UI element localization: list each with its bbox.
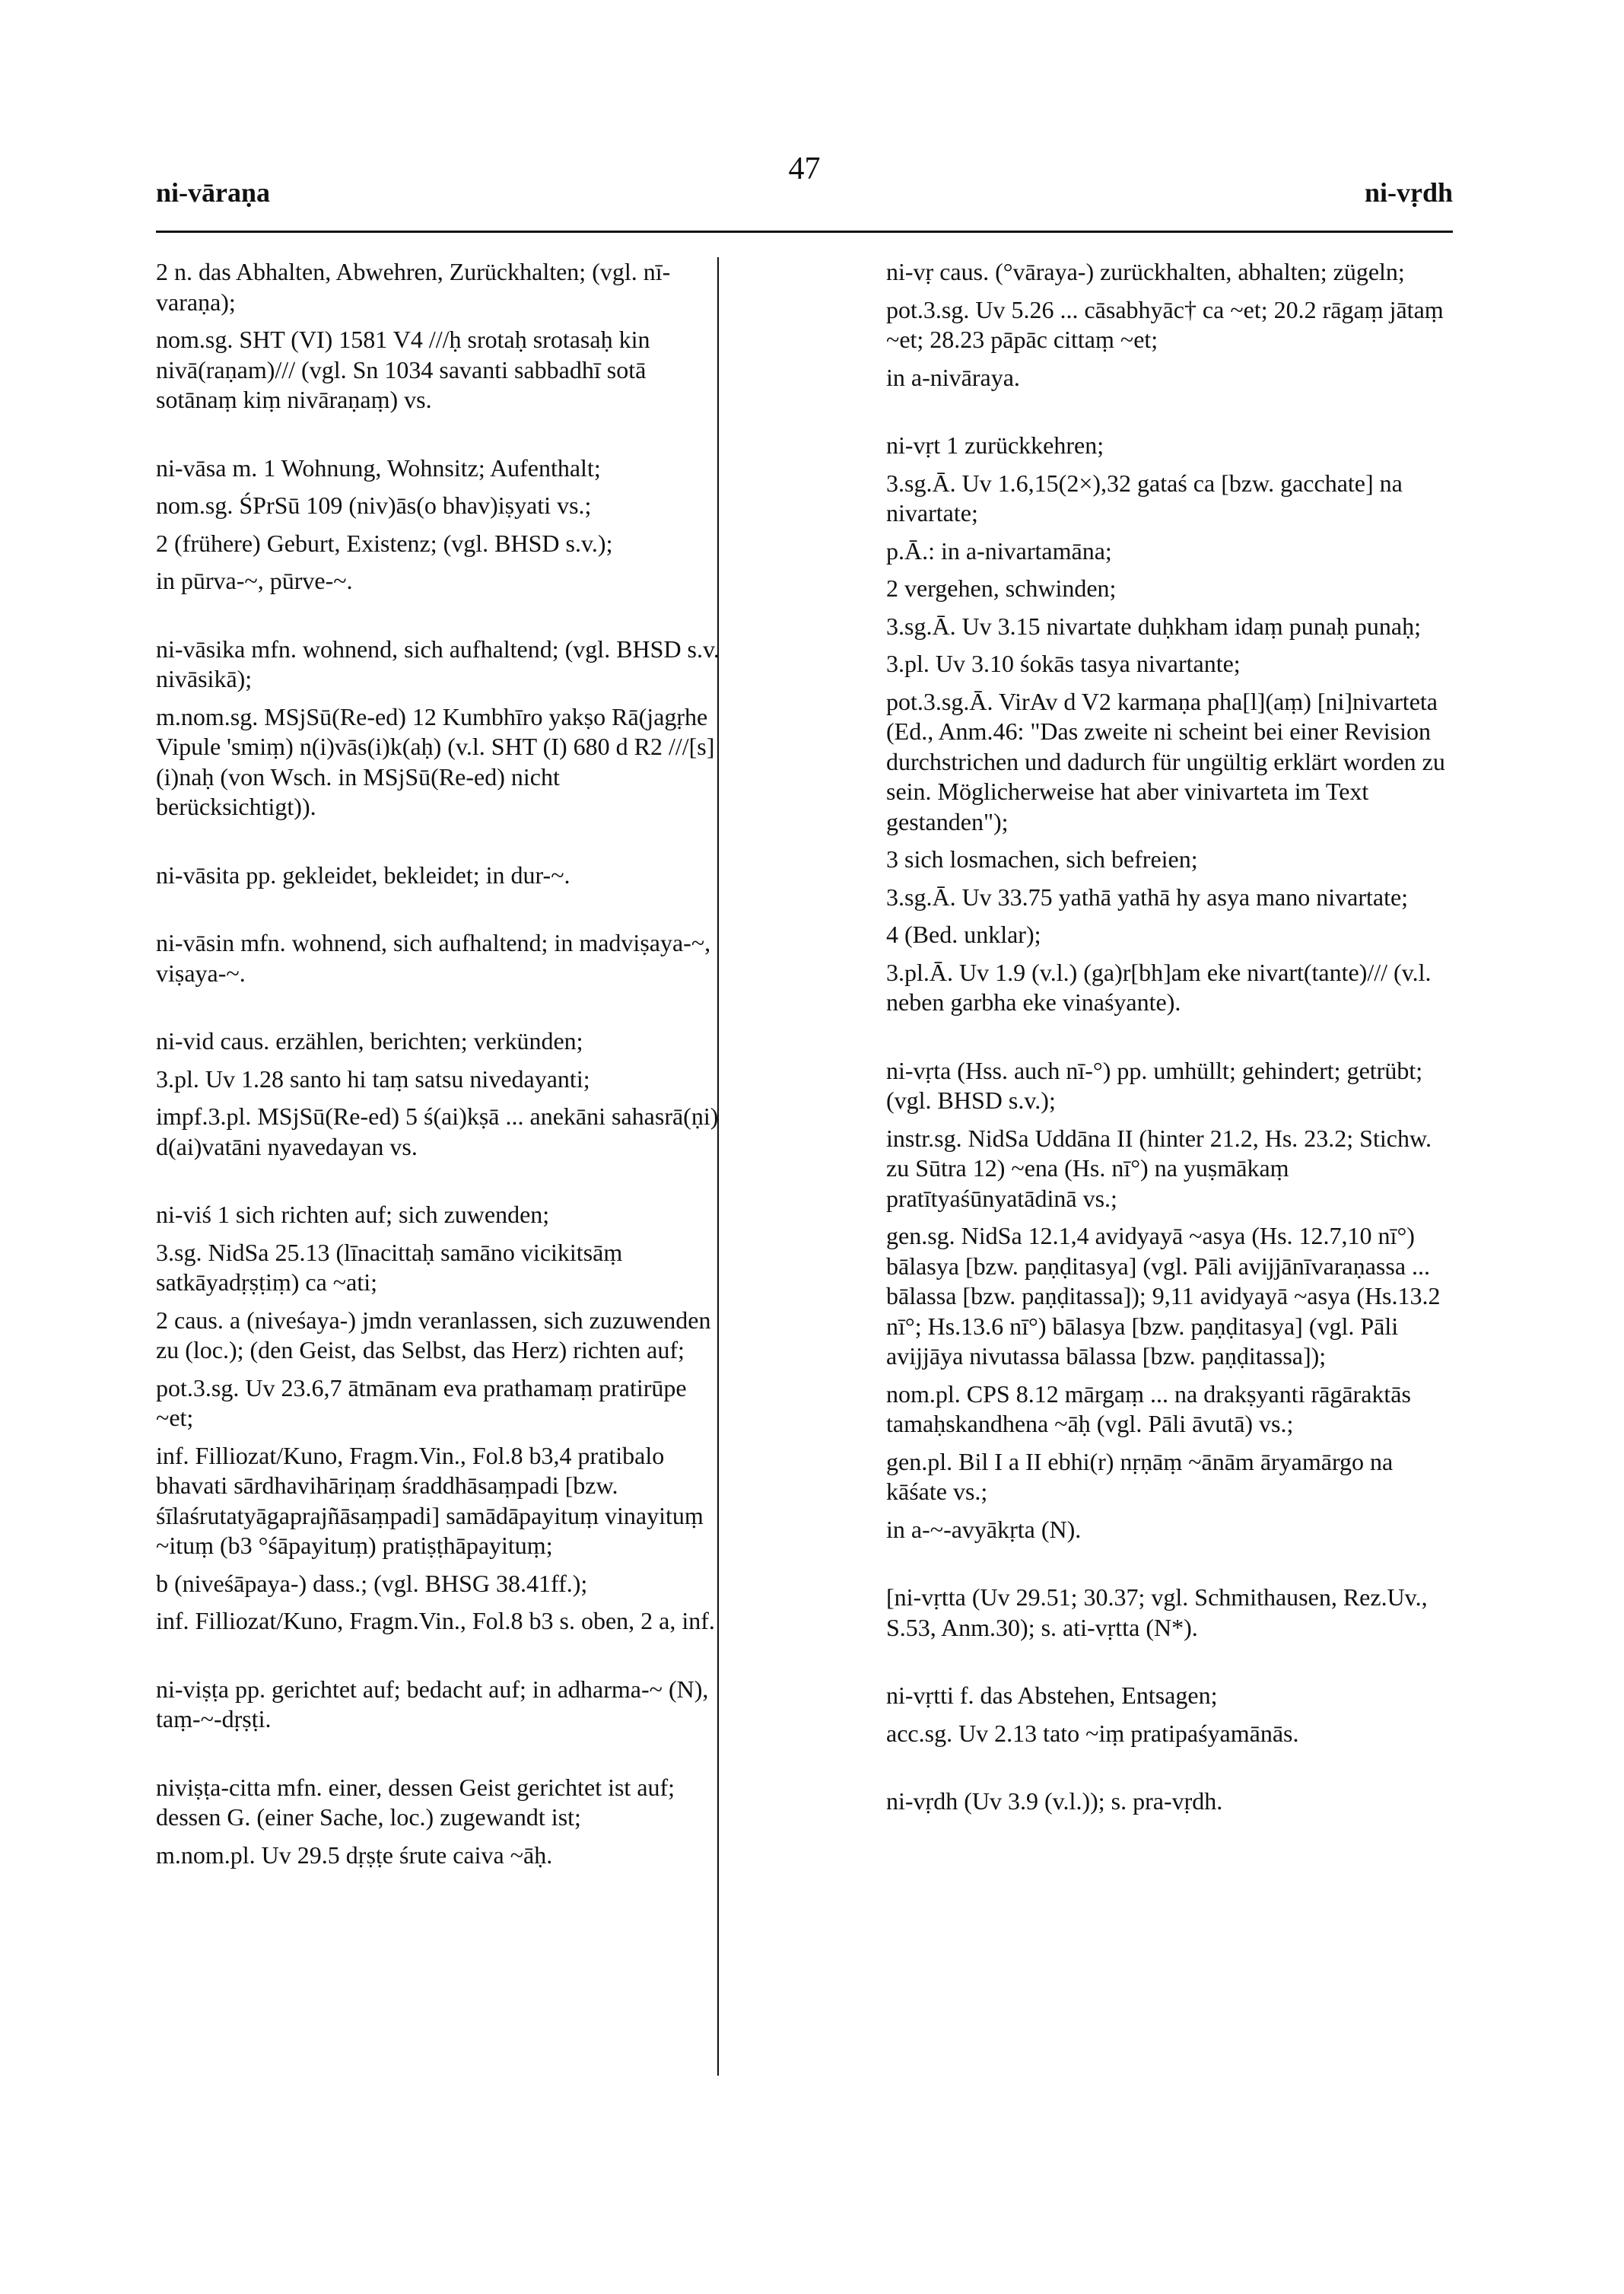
dictionary-entry: [156, 1773, 720, 1871]
dictionary-entry: [886, 431, 1451, 1018]
entry-headline: ni-vṛdh (Uv 3.9 (v.l.)); s. pra-vṛdh.: [886, 1787, 1223, 1815]
entry-line: 2 (frühere) Geburt, Existenz; (vgl. BHSD s.v.);: [156, 529, 613, 557]
dictionary-entry: [156, 928, 720, 988]
entry-line: 3 sich losmachen, sich befreien;: [886, 845, 1198, 873]
entry-line: in a-nivāraya.: [886, 363, 1020, 391]
dictionary-entry: [886, 1056, 1451, 1545]
entry-line: 3.pl.Ā. Uv 1.9 (v.l.) (ga)r[bh]am eke nivart(tante)/// (v.l. neben garbha eke vinaśyante).: [886, 958, 1432, 1016]
entry-line: instr.sg. NidSa Uddāna II (hinter 21.2, Hs. 23.2; Stichw. zu Sūtra 12) ~ena (Hs. nī°) na yuṣmākaṃ pratītyaśūnyatādinā vs.;: [886, 1124, 1432, 1212]
entry-line: 2 vergehen, schwinden;: [886, 574, 1117, 602]
entry-line: 3.sg. NidSa 25.13 (līnacittaḥ samāno vicikitsāṃ satkāyadṛṣṭiṃ) ca ~ati;: [156, 1238, 623, 1296]
entry-headline: ni-vāsin mfn. wohnend, sich aufhaltend; in madviṣaya-~, viṣaya-~.: [156, 929, 711, 987]
entry-line: impf.3.pl. MSjSū(Re-ed) 5 ś(ai)kṣā ... anekāni sahasrā(ṇi) d(ai)vatāni nyavedayan vs.: [156, 1102, 719, 1160]
page-number: 47: [788, 151, 821, 186]
entry-headline: niviṣṭa-citta mfn. einer, dessen Geist gerichtet ist auf; dessen G. (einer Sache, loc.) zugewandt ist;: [156, 1773, 675, 1831]
entry-line: p.Ā.: in a-nivartamāna;: [886, 536, 1112, 565]
dictionary-entry: [886, 257, 1451, 393]
header-left-headword: ni-vāraṇa: [156, 177, 271, 208]
dictionary-entry: [156, 453, 720, 597]
entry-line: m.nom.sg. MSjSū(Re-ed) 12 Kumbhīro yakṣo Rā(jagṛhe Vipule 'smiṃ) n(i)vās(i)k(aḥ) (v.l. SHT (I) 680 d R2 ///[s](i)naḥ (von Wsch. in MSjSū(Re-ed) nicht berücksichtigt)).: [156, 702, 715, 820]
entry-line: acc.sg. Uv 2.13 tato ~iṃ pratipaśyamānās.: [886, 1719, 1299, 1747]
entry-line: b (niveśāpaya-) dass.; (vgl. BHSG 38.41ff.);: [156, 1569, 588, 1597]
entry-line: 4 (Bed. unklar);: [886, 921, 1041, 948]
entry-line: nom.sg. ŚPrSū 109 (niv)ās(o bhav)iṣyati vs.;: [156, 492, 592, 519]
running-header: [156, 151, 1453, 222]
entry-line: nom.pl. CPS 8.12 mārgaṃ ... na drakṣyanti rāgāraktās tamaḥskandhena ~āḥ (vgl. Pāli āvutā) vs.;: [886, 1379, 1411, 1437]
entry-line: pot.3.sg.Ā. VirAv d V2 karmaṇa pha[l](aṃ) [ni]nivarteta (Ed., Anm.46: "Das zweite ni scheint bei einer Revision durchstrichen und dadurch für ungültig erklärt worden zu sein. Möglicherweise hat aber vinivarteta im Text gestanden");: [886, 687, 1445, 835]
entry-headline: ni-vāsika mfn. wohnend, sich aufhaltend; (vgl. BHSD s.v. nivāsikā);: [156, 635, 720, 692]
entry-line: 3.sg.Ā. Uv 3.15 nivartate duḥkham idaṃ punaḥ punaḥ;: [886, 612, 1421, 640]
dictionary-entry: [886, 1583, 1451, 1643]
entry-line: 3.pl. Uv 3.10 śokās tasya nivartante;: [886, 650, 1241, 677]
dictionary-entry: [156, 1675, 720, 1735]
entry-headline: [ni-vṛtta (Uv 29.51; 30.37; vgl. Schmithausen, Rez.Uv., S.53, Anm.30); s. ati-vṛtta (N*).: [886, 1583, 1428, 1641]
header-right-headword: ni-vṛdh: [1364, 177, 1453, 208]
dictionary-entry: [886, 1787, 1451, 1817]
dictionary-entry: [886, 1681, 1451, 1748]
entry-line: in pūrva-~, pūrve-~.: [156, 567, 353, 594]
header-rule: [156, 231, 1453, 233]
dictionary-entry: [156, 1026, 720, 1162]
entry-line: in a-~-avyākṛta (N).: [886, 1515, 1082, 1543]
entry-headline: ni-vāsa m. 1 Wohnung, Wohnsitz; Aufenthalt;: [156, 453, 601, 482]
entry-line: 3.sg.Ā. Uv 33.75 yathā yathā hy asya mano nivartate;: [886, 883, 1409, 911]
right-column: [886, 257, 1451, 1855]
dictionary-entry: [156, 861, 720, 891]
dictionary-entry: [156, 1200, 720, 1637]
entry-line: gen.pl. Bil I a II ebhi(r) nṛṇāṃ ~ānām āryamārgo na kāśate vs.;: [886, 1447, 1394, 1505]
entry-line: m.nom.pl. Uv 29.5 dṛṣṭe śrute caiva ~āḥ.: [156, 1841, 553, 1869]
entry-line: inf. Filliozat/Kuno, Fragm.Vin., Fol.8 b3,4 pratibalo bhavati sārdhavihāriṇaṃ śraddhāsaṃpadi [bzw. śīlaśrutatyāgaprajñāsaṃpadi] samādāpayituṃ vinayituṃ ~ituṃ (b3 °śāpayituṃ) pratiṣṭhāpayituṃ;: [156, 1441, 704, 1559]
entry-headline: ni-vid caus. erzählen, berichten; verkünden;: [156, 1027, 583, 1055]
left-column: [156, 257, 720, 1908]
entry-headline: ni-viś 1 sich richten auf; sich zuwenden;: [156, 1201, 550, 1228]
entry-headline: ni-vṛtti f. das Abstehen, Entsagen;: [886, 1682, 1218, 1709]
entry-line: 3.sg.Ā. Uv 1.6,15(2×),32 gataś ca [bzw. gacchate] na nivartate;: [886, 469, 1403, 527]
entry-headline: ni-vṛ caus. (°vāraya-) zurückhalten, abhalten; zügeln;: [886, 258, 1405, 285]
entry-line: gen.sg. NidSa 12.1,4 avidyayā ~asya (Hs. 12.7,10 nī°) bālasya [bzw. paṇḍitasya] (vgl. Pāli avijjānīvaraṇassa ... bālassa [bzw. paṇḍitassa]); 9,11 avidyayā ~asya (Hs.13.2 nī°; Hs.13.6 nī°) bālasya [bzw. paṇḍitasya] (vgl. Pāli avijjāya nivutassa bālassa [bzw. paṇḍitassa]);: [886, 1222, 1441, 1370]
entry-headline: ni-viṣṭa pp. gerichtet auf; bedacht auf; in adharma-~ (N), taṃ-~-dṛṣṭi.: [156, 1675, 709, 1732]
entry-headline: ni-vṛta (Hss. auch nī-°) pp. umhüllt; gehindert; getrübt; (vgl. BHSD s.v.);: [886, 1056, 1423, 1114]
entry-line: pot.3.sg. Uv 5.26 ... cāsabhyāc† ca ~et; 20.2 rāgaṃ jātaṃ ~et; 28.23 pāpāc cittaṃ ~et;: [886, 295, 1444, 353]
entry-line: 3.pl. Uv 1.28 santo hi taṃ satsu nivedayanti;: [156, 1064, 590, 1093]
entry-line: nom.sg. SHT (VI) 1581 V4 ///ḥ srotaḥ srotasaḥ kin nivā(raṇam)/// (vgl. Sn 1034 savanti sabbadhī sotā sotānaṃ kiṃ nivāraṇaṃ) vs.: [156, 326, 650, 413]
dictionary-entry: [156, 635, 720, 822]
entry-headline: ni-vāsita pp. gekleidet, bekleidet; in dur-~.: [156, 861, 570, 889]
entry-headline: ni-vṛt 1 zurückkehren;: [886, 431, 1104, 459]
dictionary-entry: [156, 257, 720, 415]
entry-line: inf. Filliozat/Kuno, Fragm.Vin., Fol.8 b3 s. oben, 2 a, inf.: [156, 1607, 715, 1634]
entry-headline: 2 n. das Abhalten, Abwehren, Zurückhalten; (vgl. nī-varaṇa);: [156, 258, 671, 316]
entry-line: pot.3.sg. Uv 23.6,7 ātmānam eva prathamaṃ pratirūpe ~et;: [156, 1373, 687, 1431]
entry-line: 2 caus. a (niveśaya-) jmdn veranlassen, sich zuzuwenden zu (loc.); (den Geist, das Selbst, das Herz) richten auf;: [156, 1306, 711, 1363]
